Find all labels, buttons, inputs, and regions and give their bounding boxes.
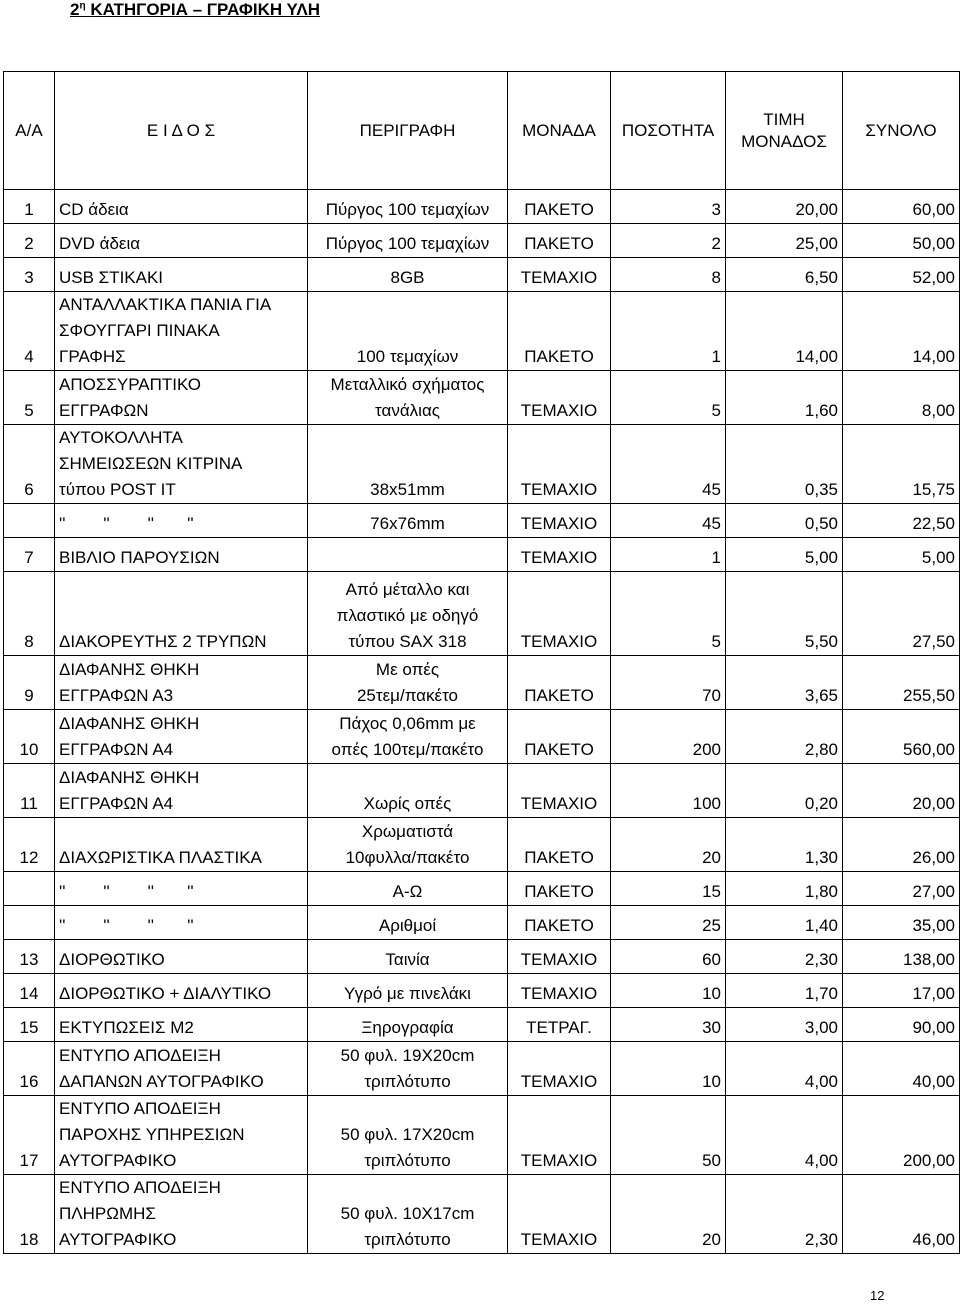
cell-quantity: 30 [611,1008,726,1042]
cell-item: '' '' '' '' [55,504,308,538]
cell-unit-price: 1,40 [726,906,843,940]
cell-unit: ΤΕΜΑΧΙΟ [508,425,611,504]
cell-aa [4,872,55,906]
cell-total: 52,00 [843,258,960,292]
cell-quantity: 70 [611,656,726,710]
cell-description: 50 φυλ. 10Χ17cm τριπλότυπο [308,1175,508,1254]
table-row [4,224,960,258]
cell-description: Ξηρογραφία [308,1008,508,1042]
cell-unit-price: 2,30 [726,940,843,974]
cell-aa: 11 [4,764,55,818]
cell-unit-price: 0,20 [726,764,843,818]
cell-unit-price: 0,50 [726,504,843,538]
cell-aa: 5 [4,371,55,425]
cell-total: 15,75 [843,425,960,504]
cell-quantity: 100 [611,764,726,818]
cell-aa: 18 [4,1175,55,1254]
cell-unit-price: 5,00 [726,538,843,572]
cell-description: Πύργος 100 τεμαχίων [308,224,508,258]
table-row [4,1175,960,1254]
cell-item: ΑΝΤΑΛΛΑΚΤΙΚΑ ΠΑΝΙΑ ΓΙΑ ΣΦΟΥΓΓΑΡΙ ΠΙΝΑΚΑ ΓΡΑΦΗΣ [55,292,308,371]
cell-unit: ΤΕΜΑΧΙΟ [508,504,611,538]
cell-unit: ΤΕΜΑΧΙΟ [508,572,611,656]
cell-item: ΔΙΑΦΑΝΗΣ ΘΗΚΗ ΕΓΓΡΑΦΩΝ Α4 [55,764,308,818]
cell-item: ΔΙΑΧΩΡΙΣΤΙΚΑ ΠΛΑΣΤΙΚΑ [55,818,308,872]
table-row [4,425,960,504]
cell-description: Χωρίς οπές [308,764,508,818]
cell-aa: 6 [4,425,55,504]
cell-quantity: 5 [611,572,726,656]
cell-quantity: 20 [611,1175,726,1254]
cell-quantity: 60 [611,940,726,974]
table-row [4,1096,960,1175]
cell-description: Χρωματιστά 10φυλλα/πακέτο [308,818,508,872]
table-row [4,371,960,425]
cell-quantity: 45 [611,425,726,504]
cell-quantity: 15 [611,872,726,906]
cell-aa: 8 [4,572,55,656]
cell-total: 27,00 [843,872,960,906]
cell-description: Μεταλλικό σχήματος τανάλιας [308,371,508,425]
cell-item: ΑΥΤΟΚΟΛΛΗΤΑ ΣΗΜΕΙΩΣΕΩΝ ΚΙΤΡΙΝΑ τύπου POST IT [55,425,308,504]
cell-total: 17,00 [843,974,960,1008]
cell-quantity: 10 [611,974,726,1008]
cell-unit-price: 3,00 [726,1008,843,1042]
cell-unit-price: 1,70 [726,974,843,1008]
cell-total: 60,00 [843,190,960,224]
cell-quantity: 1 [611,538,726,572]
cell-item: ΕΝΤΥΠΟ ΑΠΟΔΕΙΞΗ ΠΛΗΡΩΜΗΣ ΑΥΤΟΓΡΑΦΙΚΟ [55,1175,308,1254]
cell-item: ΕΚΤΥΠΩΣΕΙΣ Μ2 [55,1008,308,1042]
cell-quantity: 50 [611,1096,726,1175]
table-row [4,538,960,572]
cell-unit-price: 20,00 [726,190,843,224]
cell-aa: 2 [4,224,55,258]
cell-item: ΔΙΟΡΘΩΤΙΚΟ + ΔΙΑΛΥΤΙΚΟ [55,974,308,1008]
cell-item: ΕΝΤΥΠΟ ΑΠΟΔΕΙΞΗ ΠΑΡΟΧΗΣ ΥΠΗΡΕΣΙΩΝ ΑΥΤΟΓΡΑΦΙΚΟ [55,1096,308,1175]
cell-total: 26,00 [843,818,960,872]
items-body [4,190,960,1254]
cell-description: Υγρό με πινελάκι [308,974,508,1008]
cell-total: 27,50 [843,572,960,656]
cell-item: ΕΝΤΥΠΟ ΑΠΟΔΕΙΞΗ ΔΑΠΑΝΩΝ ΑΥΤΟΓΡΑΦΙΚΟ [55,1042,308,1096]
cell-description: 76x76mm [308,504,508,538]
cell-item: DVD άδεια [55,224,308,258]
cell-unit-price: 1,80 [726,872,843,906]
cell-description: 38x51mm [308,425,508,504]
cell-description: Πύργος 100 τεμαχίων [308,190,508,224]
cell-quantity: 1 [611,292,726,371]
cell-unit: ΠΑΚΕΤΟ [508,224,611,258]
col-header-desc: ΠΕΡΙΓΡΑΦΗ [308,72,508,190]
cell-aa: 7 [4,538,55,572]
cell-total: 20,00 [843,764,960,818]
cell-unit: ΠΑΚΕΤΟ [508,656,611,710]
cell-total: 255,50 [843,656,960,710]
table-row [4,974,960,1008]
table-row [4,818,960,872]
cell-quantity: 45 [611,504,726,538]
table-row [4,572,960,656]
cell-item: CD άδεια [55,190,308,224]
cell-unit: ΠΑΚΕΤΟ [508,292,611,371]
page-number: 12 [870,1288,885,1303]
cell-description: 50 φυλ. 17Χ20cm τριπλότυπο [308,1096,508,1175]
cell-total: 46,00 [843,1175,960,1254]
cell-aa: 3 [4,258,55,292]
cell-total: 8,00 [843,371,960,425]
cell-aa: 15 [4,1008,55,1042]
header-row [4,72,960,190]
cell-unit: ΤΕΜΑΧΙΟ [508,1175,611,1254]
cell-description: Πάχος 0,06mm με οπές 100τεμ/πακέτο [308,710,508,764]
cell-quantity: 5 [611,371,726,425]
table-row [4,906,960,940]
cell-item: ΑΠΟΣΣΥΡΑΠΤΙΚΟ ΕΓΓΡΑΦΩΝ [55,371,308,425]
cell-item: ΔΙΟΡΘΩΤΙΚΟ [55,940,308,974]
cell-description: Α-Ω [308,872,508,906]
cell-unit: ΠΑΚΕΤΟ [508,818,611,872]
cell-unit: ΤΕΤΡΑΓ. [508,1008,611,1042]
cell-unit-price: 1,60 [726,371,843,425]
cell-unit-price: 4,00 [726,1042,843,1096]
cell-unit-price: 14,00 [726,292,843,371]
cell-total: 40,00 [843,1042,960,1096]
cell-unit-price: 4,00 [726,1096,843,1175]
cell-quantity: 3 [611,190,726,224]
cell-total: 50,00 [843,224,960,258]
cell-unit: ΤΕΜΑΧΙΟ [508,1042,611,1096]
table-row [4,190,960,224]
cell-description [308,538,508,572]
cell-quantity: 200 [611,710,726,764]
cell-unit-price: 25,00 [726,224,843,258]
cell-quantity: 10 [611,1042,726,1096]
cell-total: 14,00 [843,292,960,371]
cell-item: '' '' '' '' [55,906,308,940]
cell-aa: 10 [4,710,55,764]
cell-total: 5,00 [843,538,960,572]
cell-unit: ΠΑΚΕΤΟ [508,190,611,224]
cell-item: ΔΙΑΦΑΝΗΣ ΘΗΚΗ ΕΓΓΡΑΦΩΝ Α4 [55,710,308,764]
cell-aa [4,906,55,940]
cell-aa: 12 [4,818,55,872]
table-row [4,710,960,764]
cell-unit: ΠΑΚΕΤΟ [508,906,611,940]
col-header-price: ΤΙΜΗ ΜΟΝΑΔΟΣ [726,72,843,190]
cell-description: 100 τεμαχίων [308,292,508,371]
table-row [4,1042,960,1096]
heading-text: ΚΑΤΗΓΟΡΙΑ – ΓΡΑΦΙΚΗ ΥΛΗ [90,0,320,19]
cell-unit: ΤΕΜΑΧΙΟ [508,974,611,1008]
cell-quantity: 8 [611,258,726,292]
table-row [4,872,960,906]
heading-number: 2 [70,0,80,19]
cell-total: 200,00 [843,1096,960,1175]
col-header-total: ΣΥΝΟΛΟ [843,72,960,190]
cell-total: 90,00 [843,1008,960,1042]
cell-description: Ταινία [308,940,508,974]
cell-total: 560,00 [843,710,960,764]
cell-total: 35,00 [843,906,960,940]
col-header-qty: ΠΟΣΟΤΗΤΑ [611,72,726,190]
cell-unit: ΤΕΜΑΧΙΟ [508,1096,611,1175]
cell-unit: ΤΕΜΑΧΙΟ [508,538,611,572]
cell-aa: 16 [4,1042,55,1096]
cell-item: ΔΙΑΚΟΡΕΥΤΗΣ 2 ΤΡΥΠΩΝ [55,572,308,656]
cell-aa: 13 [4,940,55,974]
col-header-item: Ε Ι Δ Ο Σ [55,72,308,190]
table-row [4,504,960,538]
cell-unit: ΤΕΜΑΧΙΟ [508,940,611,974]
cell-unit-price: 0,35 [726,425,843,504]
cell-aa: 4 [4,292,55,371]
cell-unit-price: 3,65 [726,656,843,710]
cell-item: '' '' '' '' [55,872,308,906]
cell-description: Από μέταλλο και πλαστικό με οδηγό τύπου SAX 318 [308,572,508,656]
cell-description: 8GB [308,258,508,292]
category-heading [70,0,320,20]
cell-description: Με οπές 25τεμ/πακέτο [308,656,508,710]
cell-unit-price: 2,30 [726,1175,843,1254]
heading-superscript: η [79,0,86,12]
cell-description: 50 φυλ. 19Χ20cm τριπλότυπο [308,1042,508,1096]
cell-unit: ΠΑΚΕΤΟ [508,872,611,906]
cell-aa: 9 [4,656,55,710]
table-row [4,1008,960,1042]
cell-item: USB ΣΤΙΚΑΚΙ [55,258,308,292]
cell-unit-price: 2,80 [726,710,843,764]
cell-unit-price: 1,30 [726,818,843,872]
cell-quantity: 2 [611,224,726,258]
cell-unit: ΠΑΚΕΤΟ [508,710,611,764]
cell-quantity: 25 [611,906,726,940]
cell-total: 22,50 [843,504,960,538]
table-row [4,656,960,710]
cell-quantity: 20 [611,818,726,872]
table-row [4,292,960,371]
table-row [4,258,960,292]
cell-unit-price: 6,50 [726,258,843,292]
table-row [4,940,960,974]
table-row [4,764,960,818]
cell-item: ΒΙΒΛΙΟ ΠΑΡΟΥΣΙΩΝ [55,538,308,572]
cell-description: Αριθμοί [308,906,508,940]
cell-item: ΔΙΑΦΑΝΗΣ ΘΗΚΗ ΕΓΓΡΑΦΩΝ Α3 [55,656,308,710]
cell-aa: 1 [4,190,55,224]
cell-aa: 14 [4,974,55,1008]
cell-total: 138,00 [843,940,960,974]
col-header-aa: Α/Α [4,72,55,190]
items-table [3,71,960,1254]
cell-aa: 17 [4,1096,55,1175]
cell-unit-price: 5,50 [726,572,843,656]
cell-aa [4,504,55,538]
col-header-unit: ΜΟΝΑΔΑ [508,72,611,190]
cell-unit: ΤΕΜΑΧΙΟ [508,371,611,425]
cell-unit: ΤΕΜΑΧΙΟ [508,258,611,292]
cell-unit: ΤΕΜΑΧΙΟ [508,764,611,818]
